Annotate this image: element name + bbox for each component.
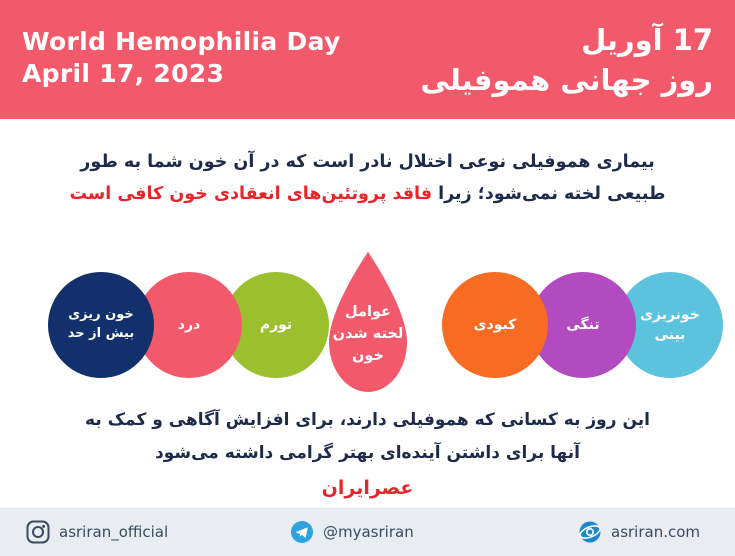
header-english-title [22,26,341,90]
symptom-label: خونریزی بینی [640,306,700,343]
poster-footer [0,508,735,556]
drop-label-line3: خون [352,347,384,364]
telegram-icon [290,520,314,544]
closing-line2: آنها برای داشتن آینده‌ای بهتر گرامی داشته می‌شود [154,443,580,464]
closing-paragraph [55,404,680,470]
instagram-handle-item[interactable] [26,520,168,544]
symptom-label: خون ریزی بیش از حد [67,307,135,341]
symptom-label: تنگی [566,316,600,333]
telegram-handle-item[interactable] [290,520,414,544]
header-farsi-title [420,20,713,100]
symptom-label: درد [177,316,201,333]
telegram-handle-text: @myasriran [323,523,414,541]
symptom-label: تورم [259,316,293,333]
drop-label-line2: لخته شدن [332,325,404,342]
intro-paragraph [50,146,685,211]
symptoms-diagram [0,262,735,392]
poster-header [0,0,735,119]
symptom-circle-excessive-bleeding [48,272,154,378]
brand-logo: عصرایران [321,477,414,499]
intro-text: بیماری هموفیلی نوعی اختلال نادر است که در آن خون شما به طور طبیعی لخته نمی‌شود؛ زیرا [80,152,666,205]
symptom-circle-bruising [442,272,548,378]
blood-drop-label [313,302,423,367]
instagram-icon [26,520,50,544]
header-english-line2: April 17, 2023 [22,59,225,88]
instagram-handle-text: asriran_official [59,523,169,541]
website-item[interactable] [578,520,700,544]
header-farsi-line2: روز جهانی هموفیلی [420,63,713,98]
blood-drop-graphic [313,246,423,408]
symptom-label: کبودی [473,316,517,333]
website-url-text: asriran.com [611,523,701,541]
browser-icon [578,520,602,544]
header-english-line1: World Hemophilia Day [22,27,341,56]
header-farsi-line1: 17 آوریل [581,23,713,57]
drop-label-line1: عوامل [345,304,391,320]
intro-highlight: فاقد پروتئین‌های انعقادی خون کافی است [69,184,433,205]
closing-line1: این روز به کسانی که هموفیلی دارند، برای افزایش آگاهی و کمک به [85,410,650,430]
